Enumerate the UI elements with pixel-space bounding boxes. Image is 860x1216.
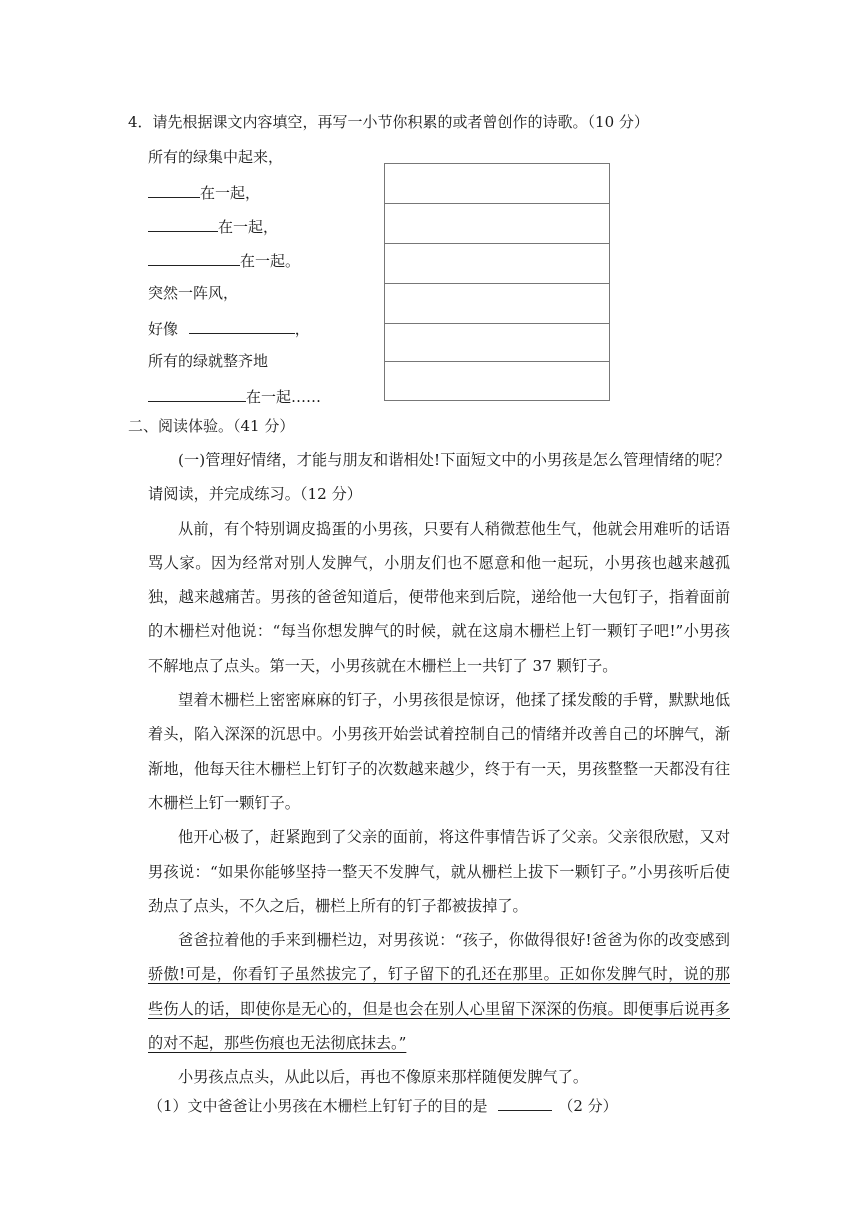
writing-line [385, 361, 609, 362]
question-4-prompt: 4．请先根据课文内容填空，再写一小节你积累的或者曾创作的诗歌。（10 分） [128, 113, 649, 131]
poem-line-2: 在一起， [148, 181, 260, 203]
reading-passage [148, 443, 730, 1095]
poem-line-5: 突然一阵风， [148, 284, 239, 302]
writing-line [385, 323, 609, 324]
passage-intro: (一)管理好情绪，才能与朋友和谐相处!下面短文中的小男孩是怎么管理情绪的呢？请阅读，并完成练习。（12 分） [148, 451, 730, 504]
writing-line [385, 283, 609, 284]
passage-paragraph-1: 从前，有个特别调皮捣蛋的小男孩，只要有人稍微惹他生气，他就会用难听的话语骂人家。因为经常对别人发脾气，小朋友们也不愿意和他一起玩，小男孩也越来越孤独，越来越痛苦。男孩的爸爸知道后，便带他来到后院，递给他一大包钉子，指着面前的木栅栏对他说：“每当你想发脾气的时候，就在这扇木栅栏上钉一颗钉子吧!”小男孩不解地点了点头。第一天，小男孩就在木栅栏上一共钉了 37 颗钉子。 [148, 519, 730, 675]
poem-line-7: 所有的绿就整齐地 [148, 352, 269, 370]
passage-paragraph-4: 爸爸拉着他的手来到栅栏边，对男孩说：“孩子，你做得很好!爸爸为你的改变感到骄傲!可是，你看钉子虽然拔完了，钉子留下的孔还在那里。正如你发脾气时，说的那些伤人的话，即使你是无心的，但是也会在别人心里留下深深的伤痕。即便事后说再多的对不起，那些伤痕也无法彻底抹去。” [148, 931, 730, 1053]
poem-line-3: 在一起， [148, 215, 278, 237]
fill-blank[interactable] [148, 181, 200, 198]
writing-line [385, 203, 609, 204]
sub-question-1: （1）文中爸爸让小男孩在木栅栏上钉钉子的目的是 （2 分） [148, 1094, 618, 1116]
passage-paragraph-2: 望着木栅栏上密密麻麻的钉子，小男孩很是惊讶，他揉了揉发酸的手臂，默默地低着头，陷入深深的沉思中。小男孩开始尝试着控制自己的情绪并改善自己的坏脾气，渐渐地，他每天往木栅栏上钉钉子的次数越来越少，终于有一天，男孩整整一天都没有往木栅栏上钉一颗钉子。 [148, 691, 730, 812]
poem-line-4: 在一起。 [148, 249, 300, 271]
poem-line-8: 在一起…… [148, 385, 321, 407]
passage-paragraph-3: 他开心极了，赶紧跑到了父亲的面前，将这件事情告诉了父亲。父亲很欣慰，又对男孩说：“如果你能够坚持一整天不发脾气，就从栅栏上拔下一颗钉子。”小男孩听后使劲点了点头，不久之后，栅栏上所有的钉子都被拔掉了。 [148, 828, 730, 915]
poem-line-1: 所有的绿集中起来， [148, 148, 284, 166]
fill-blank[interactable] [148, 249, 240, 266]
passage-paragraph-5: 小男孩点点头，从此以后，再也不像原来那样随便发脾气了。 [178, 1068, 589, 1087]
writing-line [385, 243, 609, 244]
fill-blank[interactable] [148, 385, 246, 402]
poem-line-6: 好像 ， [148, 317, 310, 339]
poem-writing-box[interactable] [384, 163, 610, 401]
answer-blank[interactable] [498, 1094, 552, 1111]
fill-blank[interactable] [148, 215, 218, 232]
section-2-heading: 二、阅读体验。（41 分） [128, 417, 295, 435]
fill-blank[interactable] [189, 317, 295, 334]
underlined-quote: 骄傲!可是，你看钉子虽然拔完了，钉子留下的孔还在那里。正如你发脾气时，说的那些伤人的话，即使你是无心的，但是也会在别人心里留下深深的伤痕。即便事后说再多的对不起，那些伤痕也无法彻底抹去。” [148, 965, 730, 1053]
